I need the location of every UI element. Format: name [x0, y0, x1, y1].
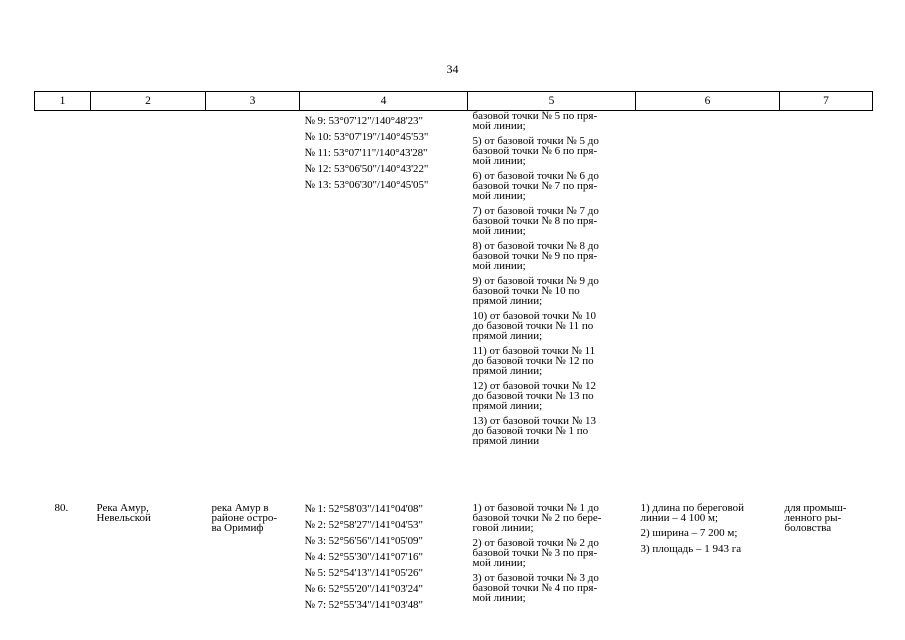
area-location: река Амур в районе остро- ва Оримиф — [211, 502, 278, 534]
coordinate-item: № 3: 52°56'56"/141°05'09" — [304, 535, 423, 547]
page-number: 34 — [446, 62, 459, 76]
row-number: 80. — [54, 502, 69, 514]
coordinate-item: № 9: 53°07'12"/140°48'23" — [304, 115, 423, 127]
coordinate-item: № 13: 53°06'30"/140°45'05" — [304, 179, 429, 191]
coordinate-item: № 5: 52°54'13"/141°05'26" — [304, 567, 423, 579]
coordinate-item: № 4: 52°55'30"/141°07'16" — [304, 551, 423, 563]
table-header-row — [35, 92, 873, 111]
area-parameters-cell — [636, 503, 780, 615]
coordinate-item: № 12: 53°06'50"/140°43'22" — [304, 163, 429, 175]
boundary-segment: 12) от базовой точки № 12 до базовой точки № 13 по прямой линии; — [472, 380, 596, 412]
boundary-segment: 1) от базовой точки № 1 до базовой точки № 2 по бере- говой линии; — [472, 502, 602, 534]
boundary-description-cell — [468, 111, 636, 504]
area-purpose: для промыш- ленного ры- боловства — [784, 502, 847, 534]
boundary-segment: 11) от базовой точки № 11 до базовой точки № 12 по прямой линии; — [472, 345, 596, 377]
coordinate-item: № 6: 52°55'20"/141°03'24" — [304, 583, 423, 595]
column-header-1: 1 — [35, 92, 91, 111]
boundary-segment: 13) от базовой точки № 13 до базовой точки № 1 по прямой линии — [472, 415, 596, 447]
area-parameter: 2) ширина – 7 200 м; — [640, 527, 738, 539]
area-parameter: 1) длина по береговой линии – 4 100 м; — [640, 502, 745, 524]
boundary-segment: 10) от базовой точки № 10 до базовой точки № 11 по прямой линии; — [472, 310, 596, 342]
boundary-segment: 9) от базовой точки № 9 до базовой точки № 10 по прямой линии; — [472, 275, 599, 307]
boundary-segment: базовой точки № 5 по пря- мой линии; — [472, 110, 598, 132]
coordinate-item: № 7: 52°55'34"/141°03'48" — [304, 599, 423, 611]
coordinate-item: № 10: 53°07'19"/140°45'53" — [304, 131, 429, 143]
boundary-segment: 7) от базовой точки № 7 до базовой точки № 8 по пря- мой линии; — [472, 205, 599, 237]
coordinate-item: № 2: 52°58'27"/141°04'53" — [304, 519, 423, 531]
boundary-segment: 2) от базовой точки № 2 до базовой точки № 3 по пря- мой линии; — [472, 537, 599, 569]
column-header-6: 6 — [636, 92, 780, 111]
column-header-3: 3 — [206, 92, 300, 111]
fishing-areas-table — [34, 91, 873, 615]
table-row-80 — [35, 503, 873, 615]
boundary-segment: 8) от базовой точки № 8 до базовой точки № 9 по пря- мой линии; — [472, 240, 599, 272]
column-header-5: 5 — [468, 92, 636, 111]
coordinate-item: № 11: 53°07'11"/140°43'28" — [304, 147, 428, 159]
boundary-segment: 3) от базовой точки № 3 до базовой точки № 4 по пря- мой линии; — [472, 572, 599, 604]
column-header-4: 4 — [300, 92, 468, 111]
column-header-2: 2 — [91, 92, 206, 111]
area-name: Река Амур, Невельской — [96, 502, 151, 524]
coordinates-cell — [300, 503, 468, 615]
boundary-segment: 5) от базовой точки № 5 до базовой точки № 6 по пря- мой линии; — [472, 135, 599, 167]
boundary-description-cell — [468, 503, 636, 615]
column-header-7: 7 — [780, 92, 873, 111]
table-row-continued — [35, 111, 873, 504]
coordinates-cell — [300, 111, 468, 504]
boundary-segment: 6) от базовой точки № 6 до базовой точки № 7 по пря- мой линии; — [472, 170, 599, 202]
coordinate-item: № 1: 52°58'03"/141°04'08" — [304, 503, 423, 515]
area-parameter: 3) площадь – 1 943 га — [640, 543, 742, 555]
